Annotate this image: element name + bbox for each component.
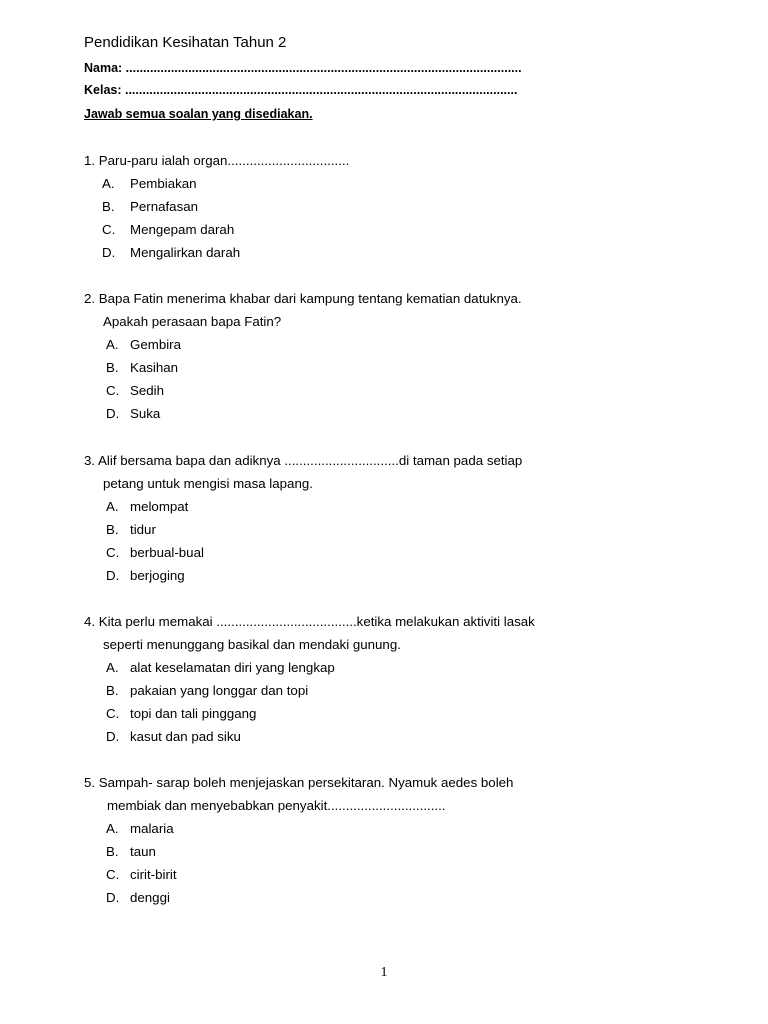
question-text-continued: seperti menunggang basikal dan mendaki gunung. [103,637,401,652]
option-letter: C. [106,867,120,882]
question-text-continued: petang untuk mengisi masa lapang. [103,476,313,491]
option-c [84,379,704,402]
option-d [84,241,704,264]
option-letter: D. [106,568,120,583]
option-letter: A. [106,660,119,675]
option-letter: B. [106,683,119,698]
option-b [84,840,704,863]
option-text: Pembiakan [130,176,197,191]
option-a [84,495,704,518]
option-text: Pernafasan [130,199,199,214]
question-2 [84,287,704,425]
page-number: 1 [380,965,388,980]
option-d [84,402,704,425]
option-a [84,817,704,840]
option-text: pakaian yang longgar dan topi [130,683,309,698]
class-field: Kelas: ................................................................................................................. [84,83,518,97]
option-d [84,886,704,909]
option-letter: D. [106,890,120,905]
option-letter: C. [106,383,120,398]
option-letter: A. [106,821,119,836]
option-letter: B. [106,522,119,537]
option-c [84,541,704,564]
option-text: cirit-birit [130,867,177,882]
document-title: Pendidikan Kesihatan Tahun 2 [84,34,287,51]
option-letter: D. [106,406,120,421]
option-c [84,863,704,886]
option-letter: D. [106,729,120,744]
option-b [84,679,704,702]
option-d [84,725,704,748]
question-text: 4. Kita perlu memakai ......................................ketika melakukan aktiviti lasak [84,614,535,629]
option-text: tidur [130,522,156,537]
question-4 [84,610,704,748]
option-text: kasut dan pad siku [130,729,241,744]
question-1 [84,149,704,264]
question-text: 5. Sampah- sarap boleh menjejaskan persekitaran. Nyamuk aedes boleh [84,775,514,790]
question-text: 3. Alif bersama bapa dan adiknya ...............................di taman pada setiap [84,453,523,468]
option-b [84,518,704,541]
option-text: berjoging [130,568,185,583]
option-a [84,656,704,679]
option-text: topi dan tali pinggang [130,706,257,721]
option-a [84,172,704,195]
option-letter: A. [102,176,115,191]
option-text: malaria [130,821,174,836]
name-field: Nama: .................................................................................................................. [84,61,522,75]
option-text: Sedih [130,383,165,398]
option-text: Mengalirkan darah [130,245,241,260]
option-letter: B. [106,360,119,375]
option-text: Gembira [130,337,181,352]
option-text: denggi [130,890,170,905]
option-text: Kasihan [130,360,179,375]
option-text: taun [130,844,156,859]
option-letter: C. [102,222,116,237]
question-text-continued: Apakah perasaan bapa Fatin? [103,314,282,329]
option-letter: C. [106,545,120,560]
option-c [84,702,704,725]
option-b [84,195,704,218]
option-letter: A. [106,499,119,514]
option-text: Suka [130,406,161,421]
option-letter: D. [102,245,116,260]
option-text: alat keselamatan diri yang lengkap [130,660,335,675]
question-text: 2. Bapa Fatin menerima khabar dari kampung tentang kematian datuknya. [84,291,522,306]
question-text: 1. Paru-paru ialah organ................................. [84,153,350,168]
option-c [84,218,704,241]
option-text: Mengepam darah [130,222,235,237]
option-letter: A. [106,337,119,352]
option-letter: B. [102,199,115,214]
option-d [84,564,704,587]
option-text: melompat [130,499,189,514]
option-letter: C. [106,706,120,721]
question-text-continued: membiak dan menyebabkan penyakit................................ [107,798,446,813]
instruction: Jawab semua soalan yang disediakan. [84,107,313,121]
option-text: berbual-bual [130,545,204,560]
option-b [84,356,704,379]
question-3 [84,449,704,587]
question-5 [84,771,704,909]
option-a [84,333,704,356]
option-letter: B. [106,844,119,859]
